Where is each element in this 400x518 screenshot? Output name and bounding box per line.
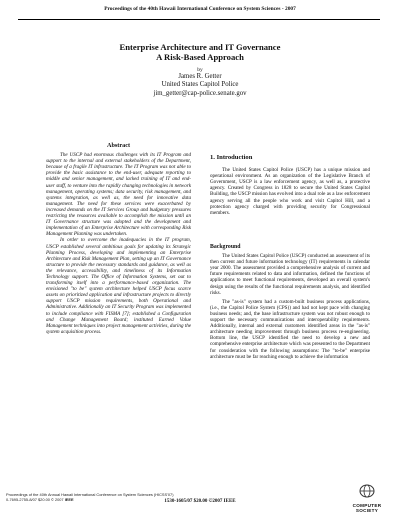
title-line-1: Enterprise Architecture and IT Governance bbox=[119, 42, 281, 52]
abstract-column bbox=[46, 143, 191, 335]
header-rule bbox=[18, 19, 380, 20]
logo-line-1: COMPUTER bbox=[352, 503, 382, 508]
title-line-2: A Risk-Based Approach bbox=[156, 52, 244, 63]
page-identifier: 1530-1605/07 $20.00 ©2007 IEEE bbox=[164, 499, 236, 504]
author-block bbox=[0, 67, 400, 98]
author-affiliation: United States Capitol Police bbox=[161, 81, 239, 89]
background-heading: Background bbox=[210, 244, 241, 250]
author-name: James R. Getter bbox=[178, 73, 222, 80]
introduction-paragraph: The United States Capitol Police (USCP) has a unique mission and operational environment. As an organization of the Legislative Branch of Government, USCP is a law enforcement agency, as well as, a protective agency. Created by Congress in 1828 to secure the United States Capitol Building, the USCP mission has evolved into a dual role as a law enforcement agency serving all the people who work and visit Capitol Hill, and a protection agency charged with providing security for Congressional members. bbox=[210, 167, 370, 216]
abstract-paragraph-2: In order to overcome the inadequacies in the IT program, USCP established several ambitious goals for updating its Strategic Planning Process, developing and implementing an Enterprise Architecture and Risk Management Plan, setting up an IT Governance structure to provide the necessary standards and guidance, as well as the relevance, accessibility, and timeliness of its Information Technology support. The Office of Information Systems, set out to transforming itself into a performance-based organization. The envisioned "to be" system architecture helped USCP focus scarce assets on prioritized application and infrastructure projects to directly support USCP mission requirements, both Operational and Administrative. Additionally an IT Security Program was implemented to include compliance with FISMA [7]; established a Configuration and Change Management Board; instituted Earned Value Management techniques into project management activities, during the system acquisition process. bbox=[46, 237, 191, 335]
computer-society-logo bbox=[342, 484, 392, 513]
abstract-paragraph-1: The USCP had enormous challenges with its IT Program and support to the internal and external stakeholders of the Department, because of a fragile IT infrastructure. The IT Program was not able to provide the basic assistance to the end-user, adequate reporting to middle and senior management, and lacked training of IT and end-user staff, to venture into the rapidly changing technologies in network management, operating systems; data security, risk management, and systems integration, as well as, the need for innovative data management. The need for these services were exacerbated by increased demands on the IT Services Group and budgetary pressures restricting the resources available to accomplish the mission until an IT Governance structure was adopted and the development and implementation of an Enterprise Architecture with corresponding Risk Management Planning was undertaken. bbox=[46, 152, 191, 238]
abstract-heading: Abstract bbox=[106, 142, 131, 149]
proceedings-header: Proceedings of the 40th Hawaii International Conference on System Sciences - 2007 bbox=[104, 6, 296, 12]
background-section bbox=[210, 244, 370, 363]
background-paragraph-1: The United States Capitol Police (USCP) conducted an assessment of its then current and future information technology (IT) requirements in calendar year 2000. The assessment provided a comprehensive analysis of current and future requirements related to data and information, defined the functions of applications to meet functional requirements, developed an overall system's design using the results of the functional requirements analysis, and identified risks. bbox=[210, 253, 370, 296]
introduction-section bbox=[210, 155, 370, 219]
introduction-heading: 1. Introduction bbox=[210, 154, 253, 161]
by-label: by bbox=[197, 67, 203, 73]
ieee-logo-text: IEEE bbox=[64, 497, 74, 502]
footer-line-2: 0-7695-2755-8/07 $20.00 © 2007 bbox=[6, 497, 64, 502]
paper-title bbox=[0, 42, 400, 63]
background-paragraph-2: The "as-is" system had a custom-built business process applications, (i.e., the Capitol Police System (CPS)) and had not kept pace with changing business needs; and, the base infrastructure system was not robust enough to support the necessary communications and interoperability requirements. Additionally, internal and external customers identified areas in the "as-is" architecture needing improvement through business process re-engineering. Bottom line, the USCP identified the need to develop a new and comprehensive enterprise architecture which was presented to the Department for consideration with the following assumptions: The "to-be" enterprise architecture must be far reaching enough to achieve the information bbox=[210, 298, 370, 360]
computer-society-icon bbox=[359, 484, 375, 498]
logo-line-2: SOCIETY bbox=[355, 508, 379, 513]
footer-line-1: Proceedings of the 40th Annual Hawaii International Conference on System Sciences (HICSS'07) bbox=[6, 492, 174, 497]
author-email: jim_getter@cap-police.senate.gov bbox=[153, 89, 247, 97]
